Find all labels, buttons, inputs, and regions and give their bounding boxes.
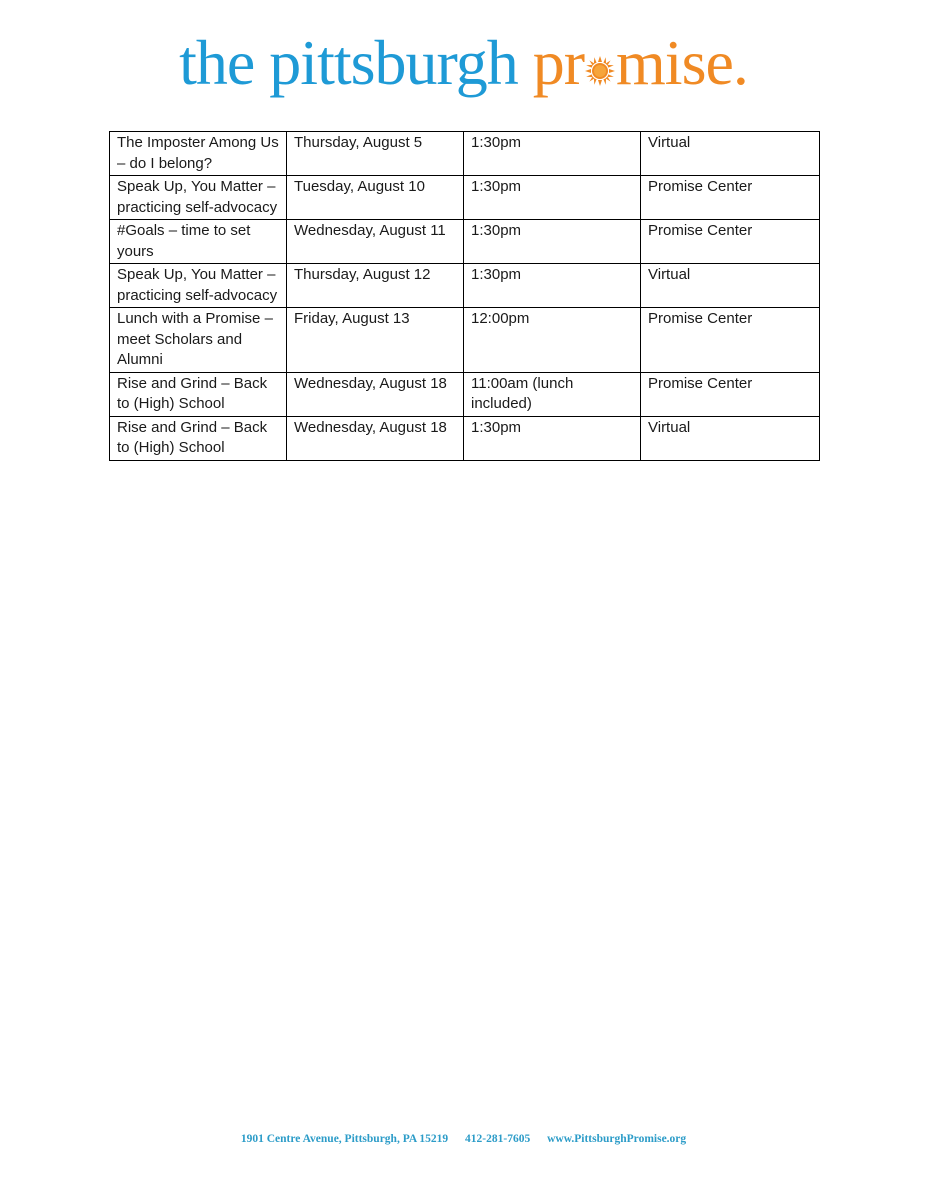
event-cell: Rise and Grind – Back to (High) School [110,372,287,416]
brand-logo [0,18,927,108]
event-cell: #Goals – time to set yours [110,220,287,264]
location-cell: Virtual [641,264,820,308]
event-cell: Speak Up, You Matter – practicing self-advocacy [110,264,287,308]
date-cell: Wednesday, August 18 [287,372,464,416]
date-cell: Thursday, August 12 [287,264,464,308]
location-cell: Virtual [641,416,820,460]
table-row [110,308,820,373]
table-row [110,176,820,220]
time-cell: 1:30pm [464,132,641,176]
location-cell: Promise Center [641,220,820,264]
time-cell: 1:30pm [464,416,641,460]
table-row [110,220,820,264]
event-schedule-table [109,131,820,461]
logo-text-orange-start: pr [532,27,585,98]
time-cell: 1:30pm [464,220,641,264]
event-cell: Lunch with a Promise – meet Scholars and Alumni [110,308,287,373]
location-cell: Virtual [641,132,820,176]
location-cell: Promise Center [641,308,820,373]
date-cell: Tuesday, August 10 [287,176,464,220]
time-cell: 1:30pm [464,176,641,220]
event-cell: The Imposter Among Us – do I belong? [110,132,287,176]
date-cell: Friday, August 13 [287,308,464,373]
date-cell: Wednesday, August 11 [287,220,464,264]
time-cell: 12:00pm [464,308,641,373]
table-row [110,372,820,416]
sun-icon [585,56,615,86]
footer-address: 1901 Centre Avenue, Pittsburgh, PA 15219 [240,1133,449,1145]
location-cell: Promise Center [641,372,820,416]
table-row [110,264,820,308]
table-row [110,132,820,176]
table-row [110,416,820,460]
time-cell: 11:00am (lunch included) [464,372,641,416]
location-cell: Promise Center [641,176,820,220]
date-cell: Wednesday, August 18 [287,416,464,460]
date-cell: Thursday, August 5 [287,132,464,176]
time-cell: 1:30pm [464,264,641,308]
footer-contact-line [0,1133,927,1145]
logo-text-orange-end: mise. [616,27,748,98]
event-cell: Rise and Grind – Back to (High) School [110,416,287,460]
footer-phone: 412-281-7605 [465,1133,531,1145]
footer-website-link[interactable]: www.PittsburghPromise.org [547,1133,687,1145]
event-cell: Speak Up, You Matter – practicing self-advocacy [110,176,287,220]
logo-text-blue: the pittsburgh [179,27,533,98]
